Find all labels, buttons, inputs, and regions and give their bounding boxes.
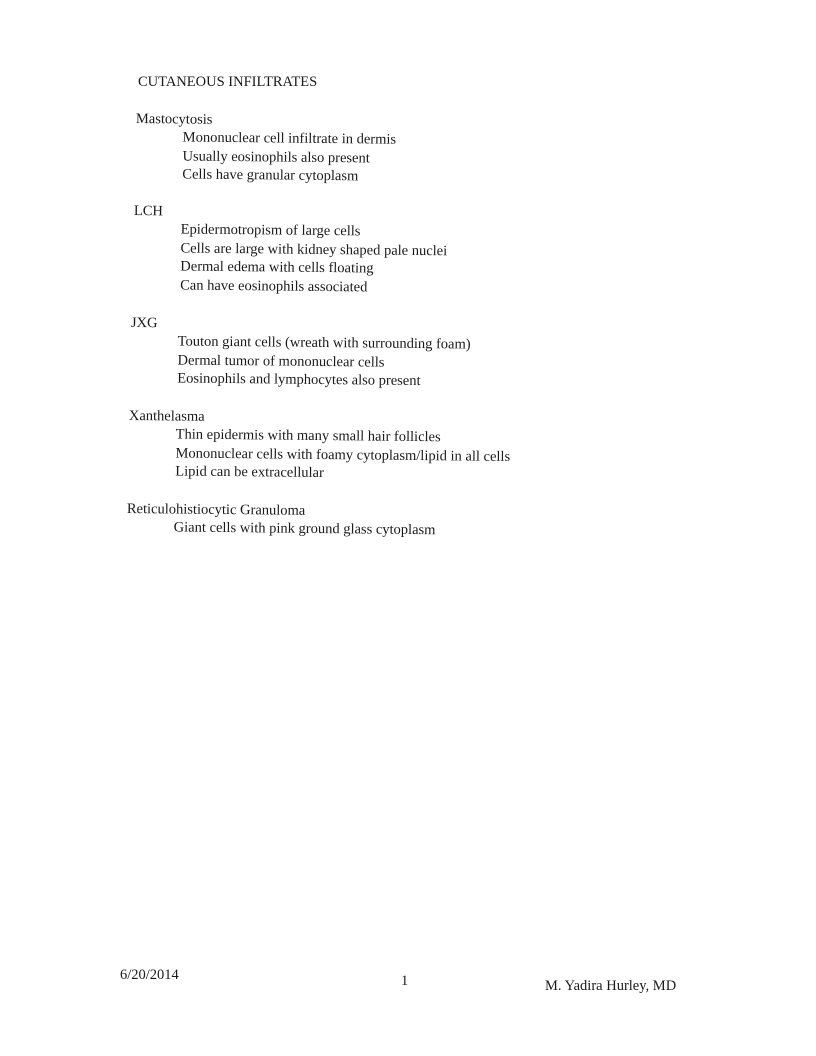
- section-heading: JXG: [130, 314, 158, 332]
- footer-page-number: 1: [401, 973, 409, 989]
- section-items: [182, 128, 396, 186]
- section-heading: Reticulohistiocytic Granuloma: [126, 500, 306, 519]
- list-item: Can have eosinophils associated: [180, 276, 368, 295]
- list-item: Dermal edema with cells floating: [180, 258, 374, 277]
- section-lch: [133, 202, 448, 297]
- list-item: Mononuclear cell infiltrate in dermis: [182, 129, 397, 148]
- list-item: Usually eosinophils also present: [182, 147, 370, 166]
- section-heading: Mastocytosis: [135, 110, 213, 128]
- list-item: Lipid can be extracellular: [175, 463, 324, 482]
- list-item: Thin epidermis with many small hair follicles: [175, 426, 441, 446]
- section-heading: Xanthelasma: [128, 407, 205, 425]
- footer-author: M. Yadira Hurley, MD: [545, 978, 677, 994]
- section-mastocytosis: [135, 110, 396, 186]
- list-item: Cells are large with kidney shaped pale nuclei: [180, 239, 448, 259]
- list-item: Mononuclear cells with foamy cytoplasm/lipid in all cells: [175, 444, 511, 465]
- list-item: Cells have granular cytoplasm: [182, 166, 359, 185]
- section-jxg: [130, 314, 471, 391]
- section-heading: LCH: [133, 202, 163, 220]
- section-items: [175, 425, 510, 484]
- document-title: CUTANEOUS INFILTRATES: [138, 74, 318, 90]
- list-item: Eosinophils and lymphocytes also present: [177, 370, 421, 390]
- footer-date: 6/20/2014: [120, 967, 179, 983]
- section-reticulohistiocytic-granuloma: [127, 500, 436, 540]
- list-item: Giant cells with pink ground glass cytoplasm: [173, 519, 436, 539]
- section-items: [174, 518, 436, 539]
- section-xanthelasma: [128, 407, 510, 484]
- list-item: Dermal tumor of mononuclear cells: [177, 351, 385, 371]
- section-items: [180, 220, 447, 297]
- section-items: [177, 332, 471, 391]
- list-item: Touton giant cells (wreath with surrounding foam): [177, 333, 471, 353]
- list-item: Epidermotropism of large cells: [180, 221, 361, 240]
